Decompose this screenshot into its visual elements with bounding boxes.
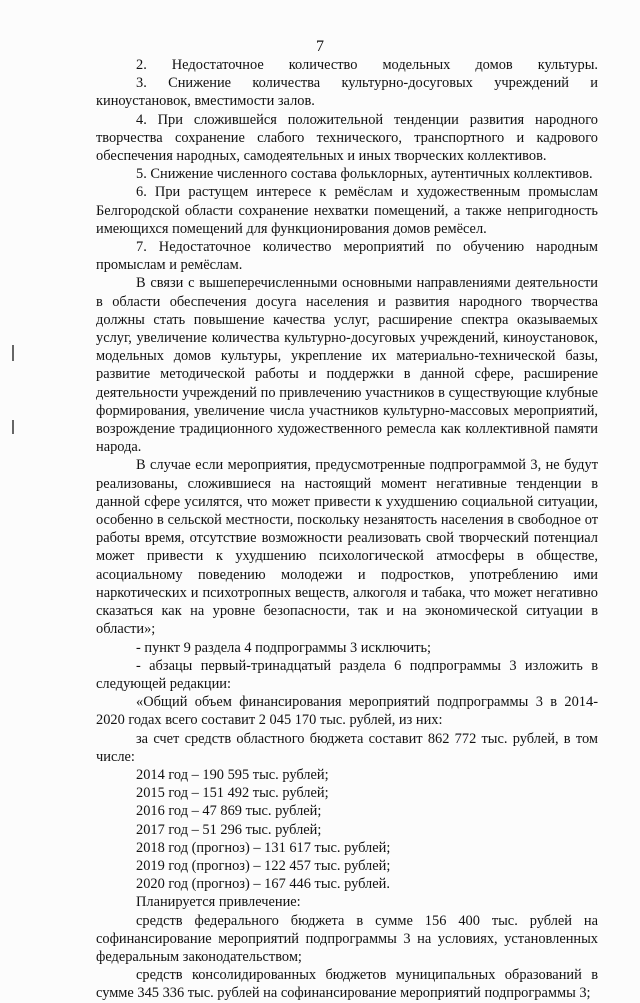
paragraph-item-7: 7. Недостаточное количество мероприятий по обучению народным промыслам и ремёслам. <box>96 239 598 274</box>
amendment-item-exclude: - пункт 9 раздела 4 подпрограммы 3 исключить; <box>136 639 432 656</box>
funding-year-2014: 2014 год – 190 595 тыс. рублей; <box>136 766 329 783</box>
page-number: 7 <box>316 38 324 55</box>
amendment-item-restate: - абзацы первый-тринадцатый раздела 6 подпрограммы 3 изложить в следующей редакции: <box>96 657 598 692</box>
paragraph-regional-budget: за счет средств областного бюджета составит 862 772 тыс. рублей, в том числе: <box>96 730 598 765</box>
paragraph-federal-budget: средств федерального бюджета в сумме 156 400 тыс. рублей на софинансирование мероприятий подпрограммы 3 на условиях, установленных федеральным законодательством; <box>96 912 598 965</box>
funding-year-2015: 2015 год – 151 492 тыс. рублей; <box>136 785 329 802</box>
paragraph-item-3: 3. Снижение количества культурно-досуговых учреждений и киноустановок, вместимости залов. <box>96 75 598 110</box>
paragraph-total-funding: «Общий объем финансирования мероприятий подпрограммы 3 в 2014-2020 годах всего составит 2 045 170 тыс. рублей, из них: <box>96 694 598 729</box>
paragraph-planned: Планируется привлечение: <box>136 894 301 911</box>
paragraph-item-5: 5. Снижение численного состава фольклорных, аутентичных коллективов. <box>136 166 593 183</box>
paragraph-item-2: 2. Недостаточное количество модельных домов культуры. <box>136 57 598 73</box>
funding-year-2020: 2020 год (прогноз) – 167 446 тыс. рублей. <box>136 876 390 893</box>
funding-year-2016: 2016 год – 47 869 тыс. рублей; <box>136 803 322 820</box>
funding-year-2019: 2019 год (прогноз) – 122 457 тыс. рублей; <box>136 857 391 874</box>
paragraph-item-6: 6. При растущем интересе к ремёслам и художественным промыслам Белгородской области сохранение нехватки помещений, а также непригодность имеющихся помещений для функционирования домов ремёсел. <box>96 184 598 237</box>
paragraph-risks: В случае если мероприятия, предусмотренные подпрограммой 3, не будут реализованы, сложившиеся на настоящий момент негативные тенденции в данной сфере усилятся, что может привести к ухудшению социальной ситуации, особенно в сельской местности, поскольку незанятость населения в свободное от работы время, отсутствие возможности реализовать свой творческий потенциал может привести к ухудшению психологической атмосферы в обществе, асоциальному поведению молодежи и подростков, употреблению ими наркотических и психотропных веществ, алкоголя и табака, что может негативно сказаться как на уровне безопасности, так и на экономической ситуации в области»; <box>96 457 598 638</box>
scan-margin-mark <box>12 345 14 361</box>
document-body <box>96 56 598 1003</box>
scan-margin-mark <box>12 420 14 434</box>
funding-year-2017: 2017 год – 51 296 тыс. рублей; <box>136 821 322 838</box>
paragraph-municipal-budget: средств консолидированных бюджетов муниципальных образований в сумме 345 336 тыс. рублей на софинансирование мероприятий подпрограммы 3; <box>96 967 598 1002</box>
paragraph-directions: В связи с вышеперечисленными основными направлениями деятельности в области обеспечения досуга населения и развития народного творчества должны стать повышение качества услуг, расширение спектра оказываемых услуг, увеличение количества культурно-досуговых учреждений, киноустановок, модельных домов культуры, укрепление их материально-технической базы, развитие методической работы и поддержки в данной сфере, расширение деятельности учреждений по привлечению участников в существующие клубные формирования, увеличение числа участников культурно-массовых мероприятий, возрождение традиционного художественного ремесла как коллективной памяти народа. <box>96 275 598 456</box>
paragraph-item-4: 4. При сложившейся положительной тенденции развития народного творчества сохранение слабого технического, транспортного и кадрового обеспечения народных, самодеятельных и иных творческих коллективов. <box>96 111 598 165</box>
funding-year-2018: 2018 год (прогноз) – 131 617 тыс. рублей; <box>136 839 391 856</box>
